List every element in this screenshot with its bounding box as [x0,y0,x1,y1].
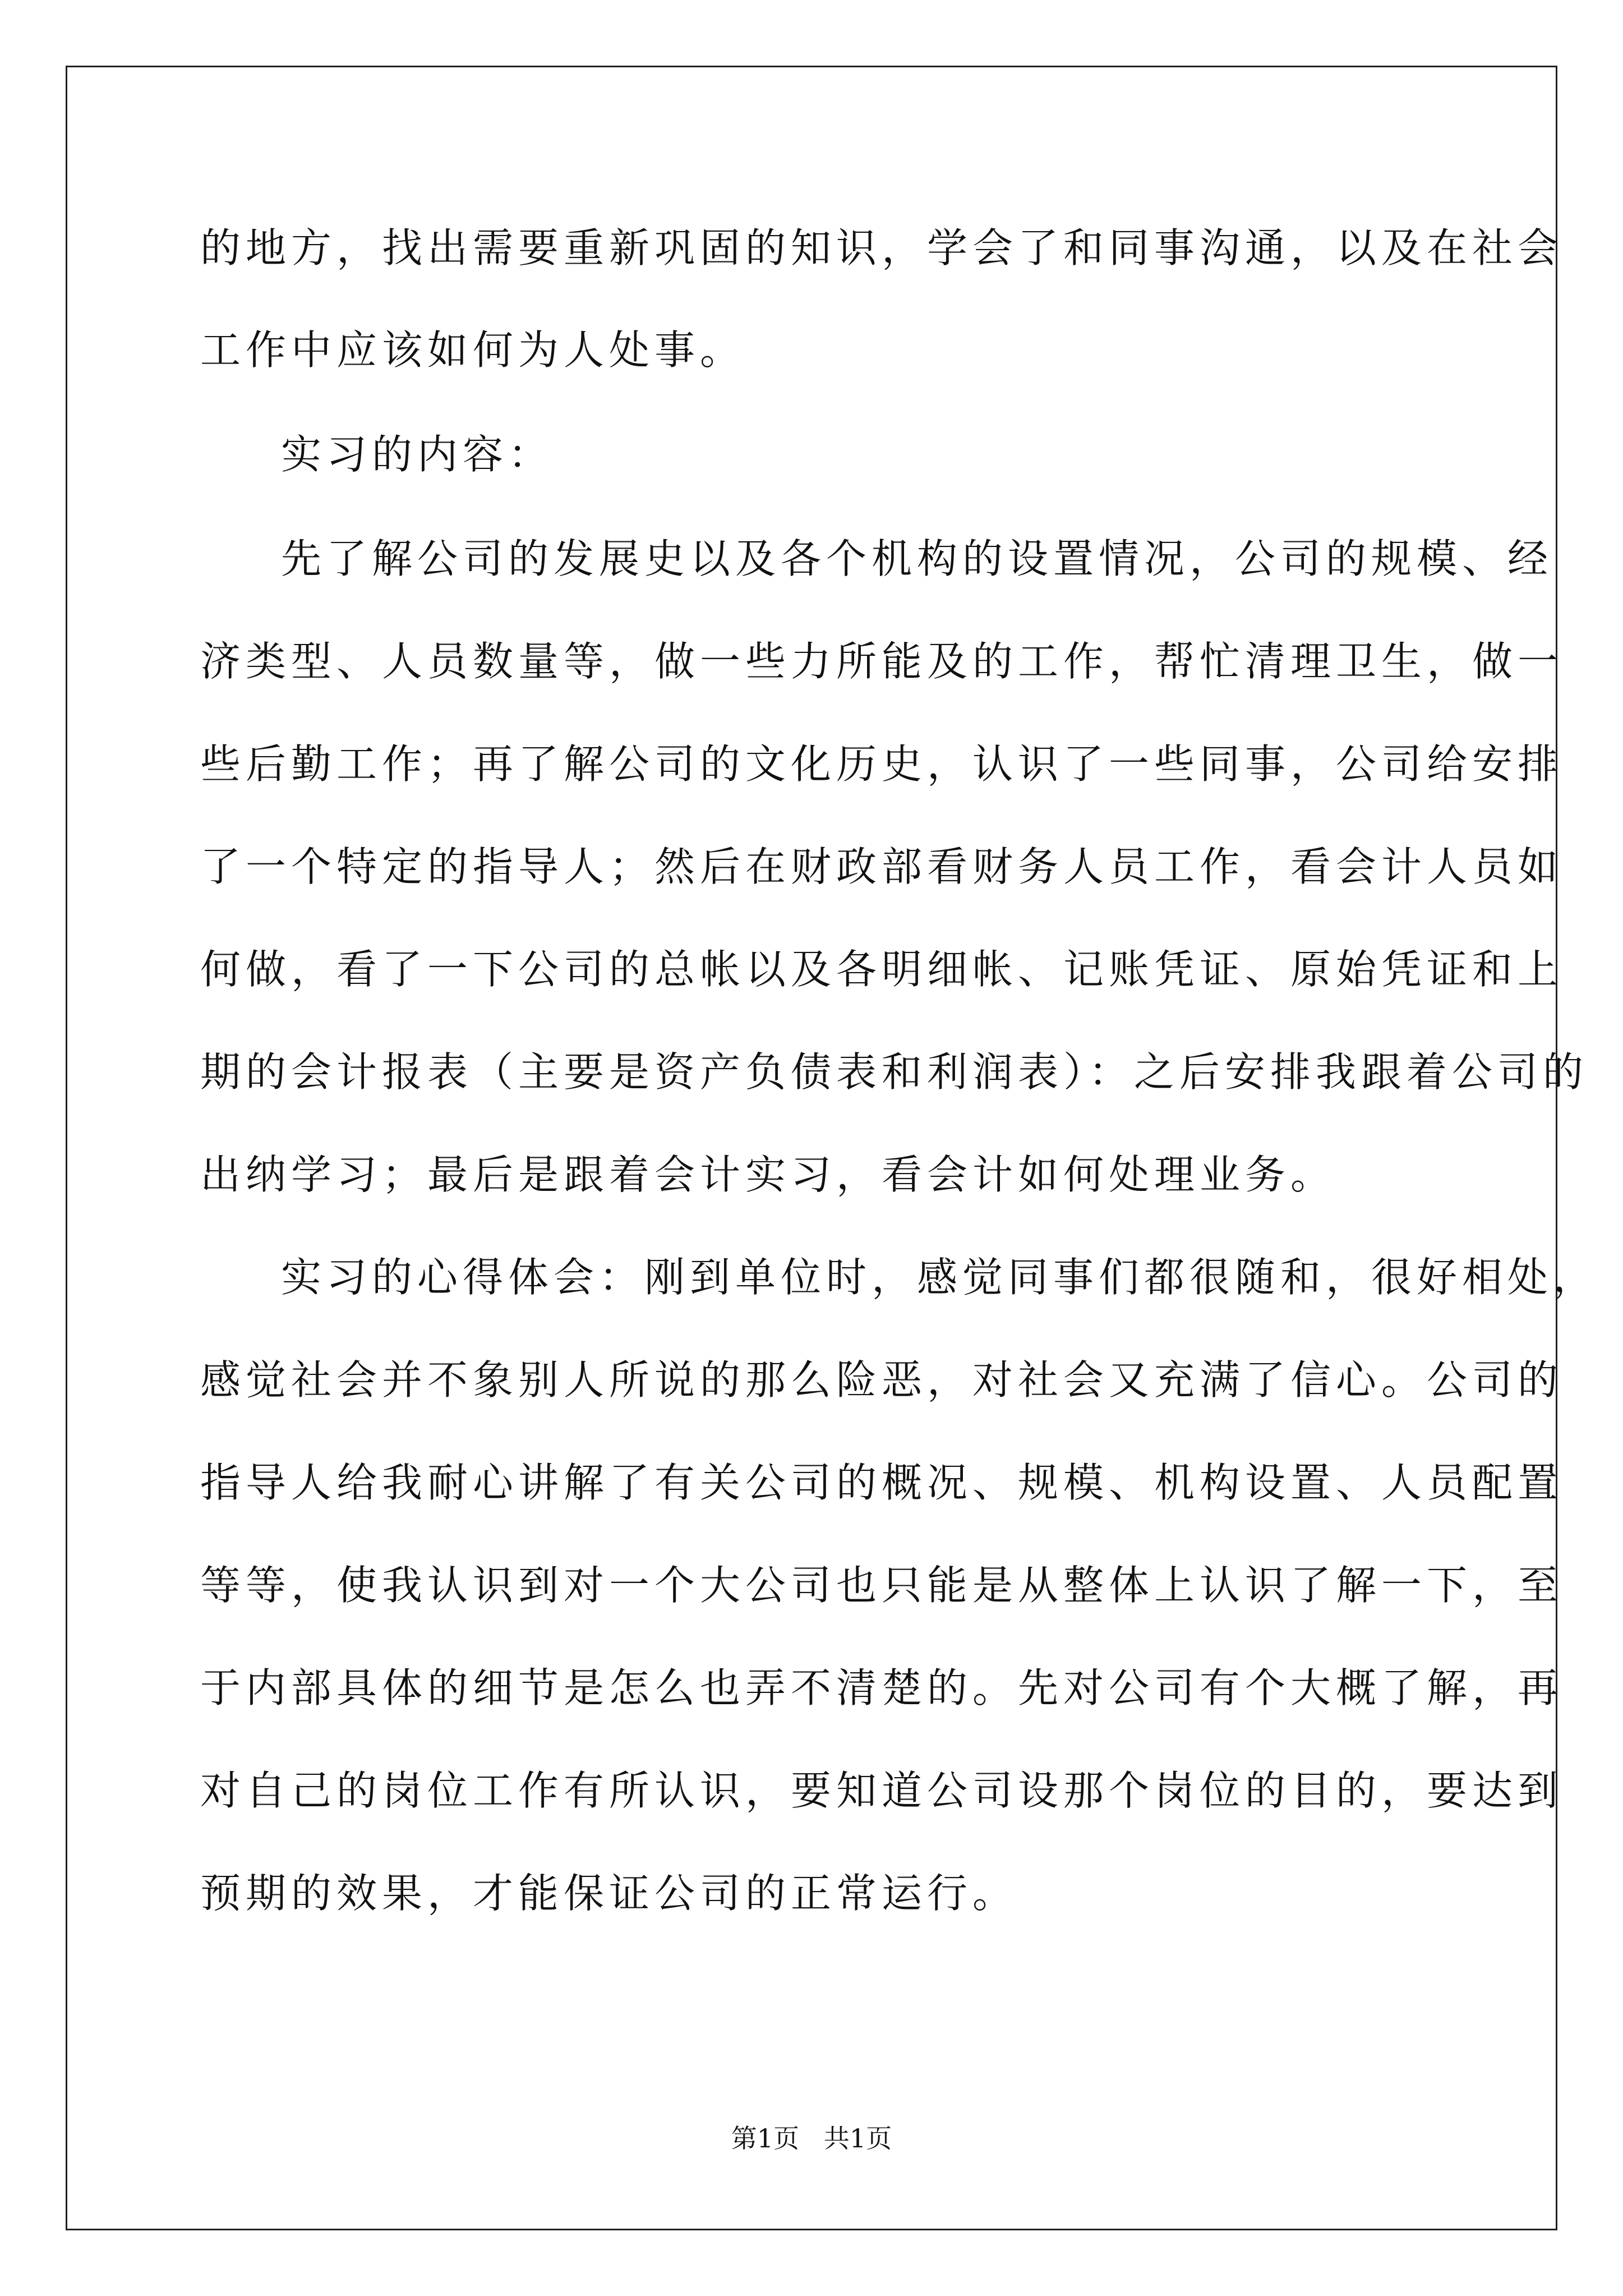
text-line: 对自己的岗位工作有所认识，要知道公司设那个岗位的目的，要达到 [200,1767,1564,1814]
page-number-footer: 第1页 共1页 [731,2123,892,2154]
text-line: 了一个特定的指导人；然后在财政部看财务人员工作，看会计人员如 [200,843,1564,890]
text-line: 实习的心得体会：刚到单位时，感觉同事们都很随和，很好相处， [281,1254,1599,1301]
text-line: 预期的效果，才能保证公司的正常运行。 [200,1870,1018,1917]
text-line: 先了解公司的发展史以及各个机构的设置情况，公司的规模、经 [281,535,1553,582]
text-line: 于内部具体的细节是怎么也弄不清楚的。先对公司有个大概了解，再 [200,1664,1564,1711]
text-line: 些后勤工作；再了解公司的文化历史，认识了一些同事，公司给安排 [200,740,1564,788]
text-line: 感觉社会并不象别人所说的那么险恶，对社会又充满了信心。公司的 [200,1356,1564,1404]
text-line: 出纳学习；最后是跟着会计实习，看会计如何处理业务。 [200,1151,1336,1198]
text-line: 等等，使我认识到对一个大公司也只能是从整体上认识了解一下，至 [200,1562,1564,1609]
text-line: 的地方，找出需要重新巩固的知识，学会了和同事沟通，以及在社会 [200,224,1564,272]
text-line: 期的会计报表（主要是资产负债表和利润表）：之后安排我跟着公司的 [200,1048,1589,1096]
text-line: 工作中应该如何为人处事。 [200,326,746,374]
text-line: 济类型、人员数量等，做一些力所能及的工作，帮忙清理卫生，做一 [200,638,1564,685]
text-line: 何做，看了一下公司的总帐以及各明细帐、记账凭证、原始凭证和上 [200,946,1564,993]
section-heading: 实习的内容： [281,431,554,478]
text-line: 指导人给我耐心讲解了有关公司的概况、规模、机构设置、人员配置 [200,1459,1564,1506]
